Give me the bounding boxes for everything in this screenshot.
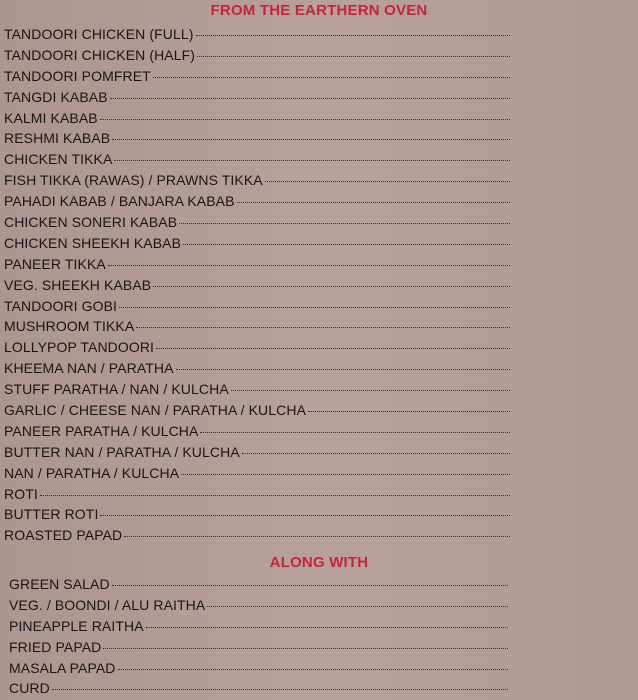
dotted-leader xyxy=(207,606,508,607)
menu-item-name: PANEER TIKKA xyxy=(4,255,106,272)
dotted-leader xyxy=(231,390,510,391)
menu-item xyxy=(9,658,508,679)
menu-item xyxy=(9,574,508,595)
menu-item-name: MASALA PAPAD xyxy=(9,659,116,676)
dotted-leader xyxy=(100,119,510,120)
menu-item xyxy=(4,442,510,463)
menu-item-name: PAHADI KABAB / BANJARA KABAB xyxy=(4,193,235,210)
section-title-along-with: ALONG WITH xyxy=(269,554,369,571)
menu-item xyxy=(4,233,510,254)
menu-item-name: LOLLYPOP TANDOORI xyxy=(4,339,155,356)
dotted-leader xyxy=(52,689,508,690)
dotted-leader xyxy=(183,244,510,245)
menu-item xyxy=(4,337,510,358)
menu-item xyxy=(4,87,510,108)
menu-item xyxy=(9,595,508,616)
menu-item xyxy=(4,191,510,212)
menu-item xyxy=(4,421,510,442)
menu-item-name: GARLIC / CHEESE NAN / PARATHA / KULCHA xyxy=(4,402,307,419)
menu-item xyxy=(4,108,510,129)
menu-item xyxy=(4,400,510,421)
menu-item-name: TANDOORI CHICKEN (FULL) xyxy=(4,26,194,42)
dotted-leader xyxy=(179,223,510,224)
dotted-leader xyxy=(136,327,510,328)
menu-list-along-with xyxy=(9,574,508,699)
menu-item xyxy=(4,45,510,66)
menu-item-name: MUSHROOM TIKKA xyxy=(4,318,135,335)
dotted-leader xyxy=(40,495,510,496)
dotted-leader xyxy=(153,286,510,287)
dotted-leader xyxy=(197,56,510,57)
menu-item-name: ROTI xyxy=(4,485,38,502)
dotted-leader xyxy=(112,139,510,140)
menu-item-name: KHEEMA NAN / PARATHA xyxy=(4,360,174,377)
menu-item xyxy=(4,24,510,45)
menu-item-name: TANDOORI POMFRET xyxy=(4,67,151,84)
menu-item-name: CHICKEN TIKKA xyxy=(4,151,113,168)
menu-item-name: BUTTER NAN / PARATHA / KULCHA xyxy=(4,443,240,460)
menu-item xyxy=(4,128,510,149)
dotted-leader xyxy=(242,453,510,454)
menu-item xyxy=(4,504,510,525)
menu-item xyxy=(4,358,510,379)
dotted-leader xyxy=(196,35,511,36)
menu-item-name: PINEAPPLE RAITHA xyxy=(9,617,144,634)
dotted-leader xyxy=(119,307,510,308)
menu-item-name: VEG. SHEEKH KABAB xyxy=(4,276,152,293)
menu-item-name: TANGDI KABAB xyxy=(4,88,108,105)
dotted-leader xyxy=(146,627,508,628)
dotted-leader xyxy=(103,648,508,649)
dotted-leader xyxy=(200,432,510,433)
menu-item xyxy=(4,212,510,233)
dotted-leader xyxy=(114,160,510,161)
menu-item-name: CURD xyxy=(9,680,50,697)
menu-item-name: BUTTER ROTI xyxy=(4,506,99,523)
dotted-leader xyxy=(181,474,510,475)
menu-item xyxy=(9,678,508,699)
menu-item-name: CHICKEN SONERI KABAB xyxy=(4,214,178,231)
menu-item xyxy=(4,463,510,484)
menu-item-name: ROASTED PAPAD xyxy=(4,527,123,544)
menu-item-name: NAN / PARATHA / KULCHA xyxy=(4,464,180,481)
menu-list-earthern-oven xyxy=(4,24,510,546)
menu-item-name: FISH TIKKA (RAWAS) / PRAWNS TIKKA xyxy=(4,172,263,189)
menu-item-name: FRIED PAPAD xyxy=(9,638,102,655)
menu-item-name: TANDOORI CHICKEN (HALF) xyxy=(4,46,196,63)
menu-item xyxy=(9,637,508,658)
menu-item xyxy=(4,275,510,296)
menu-item xyxy=(9,616,508,637)
menu-item-name: KALMI KABAB xyxy=(4,109,98,126)
dotted-leader xyxy=(153,77,510,78)
menu-item-name: RESHMI KABAB xyxy=(4,130,111,147)
menu-item-name: TANDOORI GOBI xyxy=(4,297,118,314)
dotted-leader xyxy=(100,515,510,516)
menu-item xyxy=(4,525,510,546)
menu-item xyxy=(4,484,510,505)
menu-item xyxy=(4,254,510,275)
menu-item-name: GREEN SALAD xyxy=(9,576,110,592)
menu-item-name: VEG. / BOONDI / ALU RAITHA xyxy=(9,596,206,613)
dotted-leader xyxy=(237,202,510,203)
dotted-leader xyxy=(118,669,508,670)
menu-item-name: CHICKEN SHEEKH KABAB xyxy=(4,234,182,251)
menu-item xyxy=(4,170,510,191)
dotted-leader xyxy=(308,411,510,412)
dotted-leader xyxy=(112,585,508,586)
dotted-leader xyxy=(110,98,510,99)
dotted-leader xyxy=(108,265,510,266)
dotted-leader xyxy=(265,181,510,182)
menu-item-name: STUFF PARATHA / NAN / KULCHA xyxy=(4,381,229,398)
menu-item xyxy=(4,316,510,337)
dotted-leader xyxy=(176,369,510,370)
menu-item xyxy=(4,66,510,87)
menu-item xyxy=(4,149,510,170)
section-title-earthern-oven: FROM THE EARTHERN OVEN xyxy=(210,2,428,19)
menu-item xyxy=(4,296,510,317)
dotted-leader xyxy=(156,348,510,349)
menu-item-name: PANEER PARATHA / KULCHA xyxy=(4,422,199,439)
menu-item xyxy=(4,379,510,400)
dotted-leader xyxy=(124,536,510,537)
